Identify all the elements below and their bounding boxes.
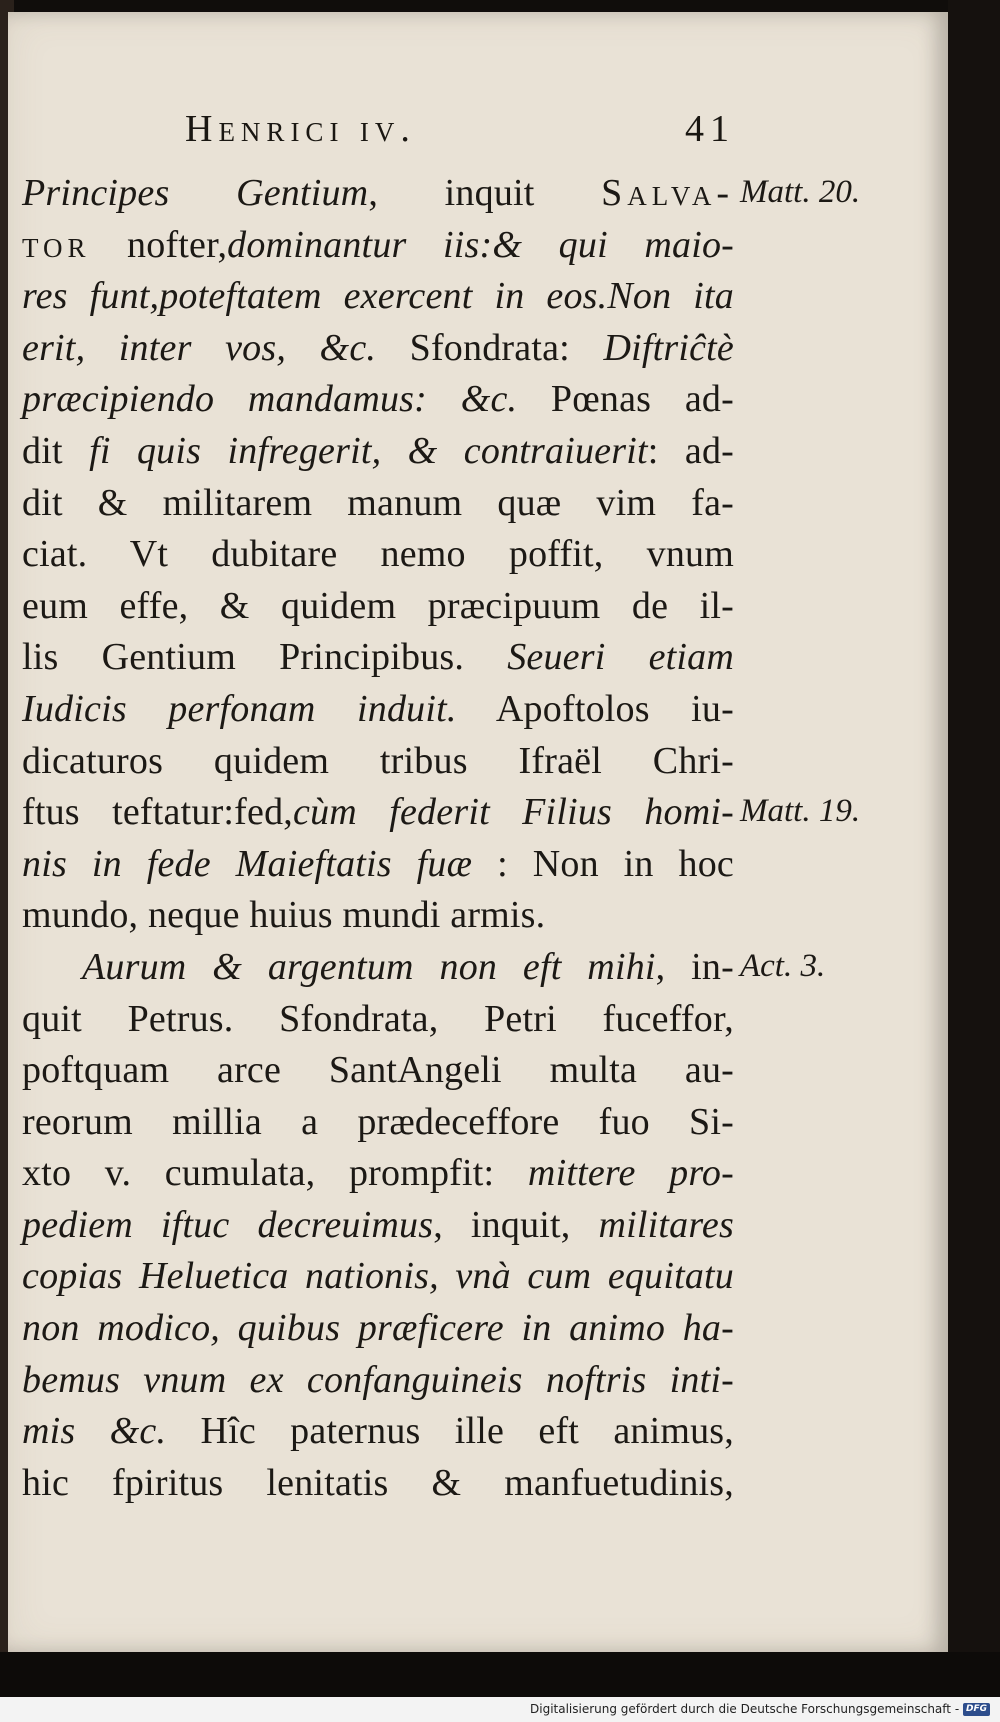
text-segment: fi quis infregerit, & contraiuerit: [89, 429, 648, 472]
page-number: 41: [685, 108, 735, 150]
text-segment: Salva-: [601, 172, 734, 214]
text-segment: eum effe, & quidem præcipuum de il-: [22, 584, 734, 627]
text-line: [22, 1200, 734, 1252]
text-segment: Sfondrata:: [376, 326, 604, 369]
text-segment: reorum millia a prædeceffore fuo Si-: [22, 1100, 734, 1143]
text-segment: Apoftolos iu-: [456, 687, 734, 730]
text-line: [22, 942, 734, 994]
text-line: [22, 426, 734, 478]
text-line: [22, 994, 734, 1046]
text-segment: non modico, quibus præficere in animo ha-: [22, 1307, 734, 1350]
margin-note: Matt. 19.: [740, 793, 861, 830]
text-segment: poftquam arce SantAngeli multa au-: [22, 1049, 734, 1092]
text-segment: militares: [598, 1203, 734, 1246]
text-segment: pediem iftuc decreuimus: [22, 1203, 434, 1246]
text-line: [22, 1148, 734, 1200]
text-segment: Iudicis perfonam induit.: [22, 687, 457, 730]
text-segment: dicaturos quidem tribus Ifraël Chri-: [22, 739, 734, 782]
text-segment: xto v. cumulata, prompfit:: [22, 1152, 528, 1195]
text-line: [22, 168, 734, 220]
text-segment: Hîc paternus ille eft animus,: [166, 1410, 734, 1453]
text-segment: Aurum & argentum non eft mihi: [82, 945, 656, 988]
text-segment: tor: [22, 223, 91, 266]
text-line: [22, 1251, 734, 1303]
text-line: [22, 478, 734, 530]
text-segment: , inquit: [368, 172, 602, 214]
text-line: [22, 1097, 734, 1149]
text-segment: quit Petrus. Sfondrata, Petri fuceffor,: [22, 997, 734, 1040]
text-segment: cùm federit Filius homi-: [293, 791, 734, 834]
text-segment: , inquit,: [433, 1203, 599, 1246]
body-text: [22, 168, 734, 1509]
text-segment: ftus teftatur:fed,: [22, 791, 294, 834]
running-head-title: Henrici iv.: [185, 108, 416, 150]
text-line: [22, 1303, 734, 1355]
text-segment: mis &c.: [22, 1410, 167, 1453]
text-segment: præcipiendo mandamus: &c.: [22, 378, 518, 421]
margin-note: Matt. 20.: [740, 174, 861, 210]
text-line: [22, 374, 734, 426]
text-segment: dit: [22, 429, 90, 472]
text-segment: ciat. Vt dubitare nemo poffit, vnum: [22, 533, 734, 576]
running-head: [185, 107, 735, 159]
text-line: [22, 839, 734, 891]
text-segment: Seueri etiam: [507, 636, 735, 679]
text-segment: , in-: [655, 945, 734, 988]
digitization-footer: [0, 1697, 1000, 1722]
text-segment: : Non in hoc: [472, 842, 734, 885]
text-line: [22, 1406, 734, 1458]
text-line: [22, 1355, 734, 1407]
dfg-logo: DFG: [963, 1703, 990, 1716]
text-segment: dit & militarem manum quæ vim fa-: [22, 481, 734, 524]
text-segment: : ad-: [647, 429, 734, 472]
text-line: [22, 890, 734, 942]
text-segment: lis Gentium Principibus.: [22, 636, 508, 679]
text-segment: erit, inter vos, &c.: [22, 326, 377, 369]
text-line: [22, 323, 734, 375]
text-segment: Principes Gentium: [22, 172, 369, 214]
text-line: [22, 736, 734, 788]
footer-text: Digitalisierung gefördert durch die Deutsche Forschungsgemeinschaft -: [530, 1702, 960, 1716]
text-segment: hic fpiritus lenitatis & manfuetudinis,: [22, 1461, 734, 1504]
text-line: [22, 220, 734, 272]
text-segment: mittere pro-: [527, 1152, 734, 1195]
text-segment: bemus vnum ex confanguineis noftris inti-: [22, 1358, 734, 1401]
text-line: [22, 787, 734, 839]
text-segment: Diftriĉtè: [603, 326, 734, 369]
text-segment: Pœnas ad-: [517, 378, 734, 421]
text-line: [22, 581, 734, 633]
text-segment: res funt,poteftatem exercent in eos.Non ita: [22, 275, 734, 318]
scan-border-right: [948, 0, 1000, 1722]
text-segment: dominantur iis:& qui maio-: [227, 223, 735, 266]
text-line: [22, 684, 734, 736]
text-line: [22, 271, 734, 323]
text-segment: nis in fede Maieftatis fuæ: [22, 842, 473, 885]
text-segment: mundo, neque huius mundi armis.: [22, 894, 546, 937]
text-line: [22, 529, 734, 581]
text-segment: nofter,: [90, 223, 228, 266]
text-line: [22, 1458, 734, 1510]
margin-note: Act. 3.: [740, 948, 826, 984]
text-line: [22, 632, 734, 684]
text-line: [22, 1045, 734, 1097]
text-segment: copias Heluetica nationis, vnà cum equitatu: [22, 1255, 734, 1298]
